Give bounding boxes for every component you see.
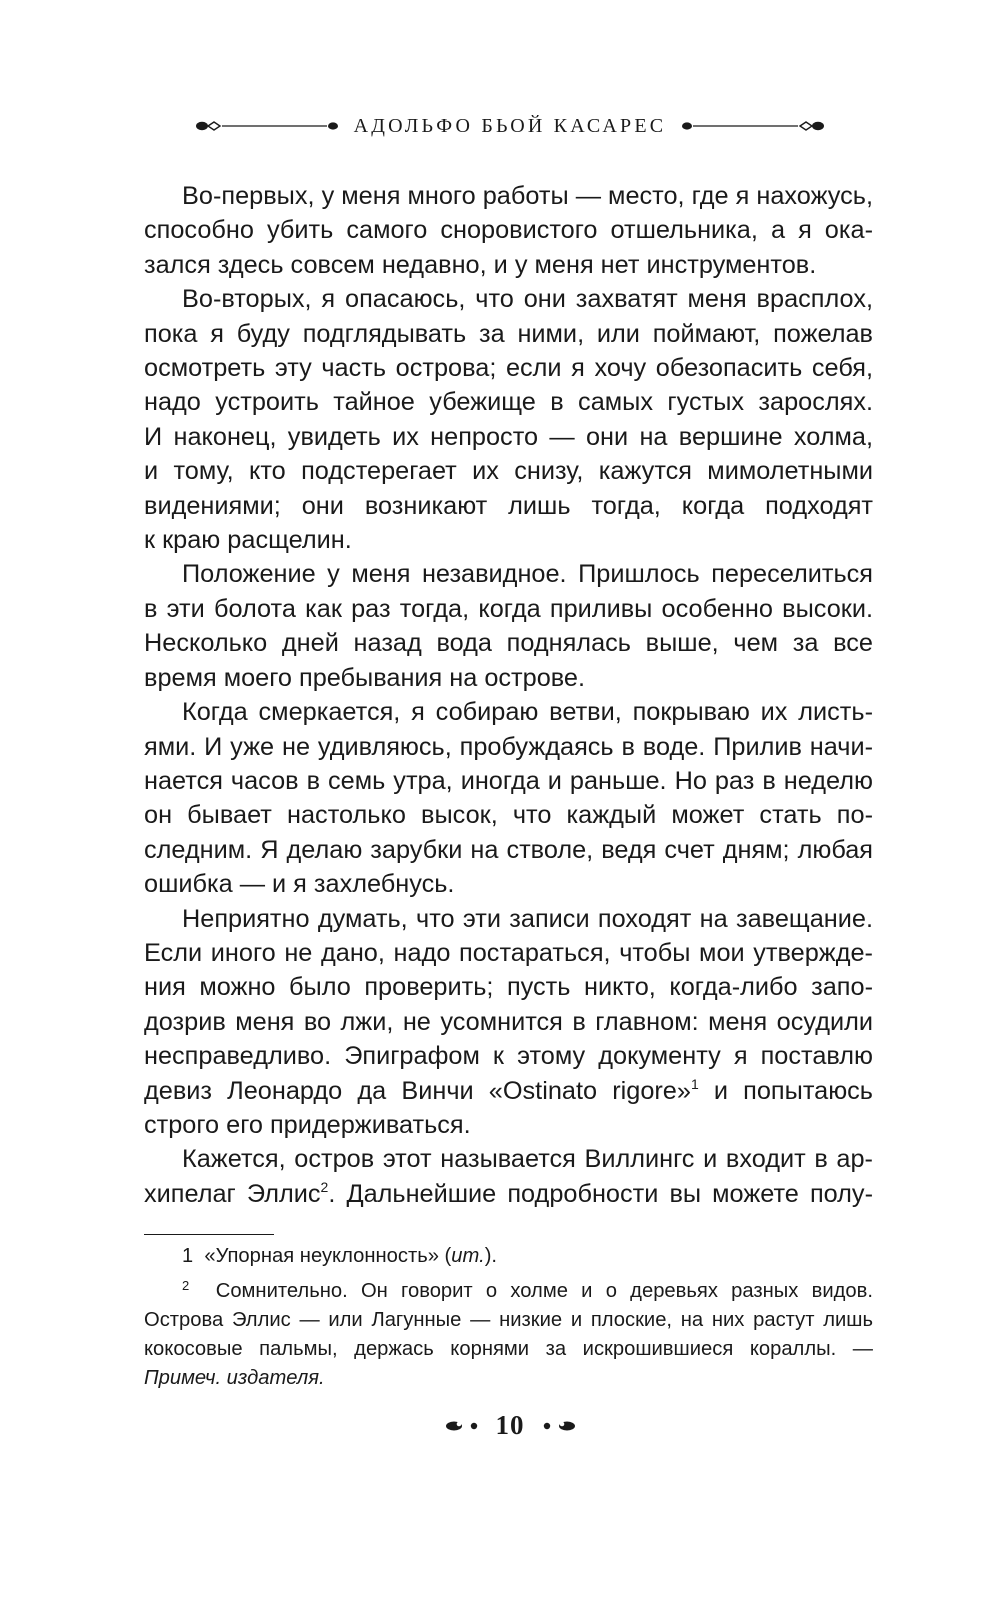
- text-line: способно убить самого сноровистого отшельника, а я ока-: [144, 216, 873, 245]
- text-line: [144, 1242, 873, 1271]
- text-segment-italic: Примеч. издателя.: [144, 1367, 325, 1389]
- text-line: ями. И уже не удивляюсь, пробуждаясь в воде. Прилив начи-: [144, 732, 873, 761]
- text-segment: Сомнительно. Он говорит о холме и о деревьях разных видов.: [215, 1280, 873, 1302]
- paragraph-6: [144, 1142, 873, 1211]
- text-line: видениями; они возникают лишь тогда, когда подходят: [144, 491, 873, 520]
- text-line: строго его придерживаться.: [144, 1110, 471, 1139]
- text-line: кокосовые пальмы, держась корнями за искрошившиеся кораллы. —: [144, 1338, 873, 1360]
- text-line: ния можно было проверить; пусть никто, когда-либо запо-: [144, 973, 873, 1002]
- text-line: Острова Эллис — или Лагунные — низкие и плоские, на них растут лишь: [144, 1309, 873, 1331]
- footnote-number: 1: [182, 1245, 194, 1267]
- text-segment: . Дальнейшие подробности вы можете полу-: [328, 1179, 874, 1208]
- paragraph-4: [144, 695, 873, 901]
- text-line: несправедливо. Эпиграфом к этому документу я поставлю: [144, 1042, 873, 1071]
- paragraph-2: [144, 282, 873, 557]
- right-page-ornament-icon: [533, 1417, 577, 1433]
- paragraph-3: [144, 557, 873, 695]
- text-line: Во-первых, у меня много работы — место, где я нахожусь,: [182, 182, 873, 210]
- footnote-reference-1: 1: [690, 1075, 699, 1092]
- paragraph-1: [144, 179, 873, 282]
- text-line: Когда смеркается, я собираю ветви, покрываю их листь-: [182, 698, 873, 727]
- text-segment: ).: [484, 1245, 498, 1267]
- text-line: Неприятно думать, что эти записи походят на завещание.: [182, 904, 873, 933]
- text-line: [144, 1271, 873, 1306]
- right-flourish-icon: [680, 116, 825, 136]
- text-line: надо устроить тайное убежище в самых густых зарослях.: [144, 388, 873, 417]
- text-line: Кажется, остров этот называется Виллингс и входит в ар-: [182, 1145, 873, 1174]
- text-line: И наконец, увидеть их непросто — они на вершине холма,: [144, 422, 873, 451]
- text-line: Положение у меня незавидное. Пришлось переселиться: [182, 560, 873, 589]
- text-line: дозрив меня во лжи, не усомнится в главном: меня осудили: [144, 1007, 873, 1036]
- text-line: Несколько дней назад вода поднялась выше, чем за все: [144, 629, 873, 658]
- text-line: и тому, кто подстерегает их снизу, кажутся мимолетными: [144, 457, 873, 486]
- footnote-separator: [144, 1234, 274, 1235]
- text-line: время моего пребывания на острове.: [144, 663, 586, 692]
- text-line: он бывает настолько высок, что каждый может стать по-: [144, 801, 873, 830]
- left-page-ornament-icon: [444, 1417, 488, 1433]
- body-text: [144, 179, 873, 1211]
- text-line: Если иного не дано, надо постараться, чтобы мои утвержде-: [144, 938, 873, 967]
- text-segment-italic: ит.: [451, 1245, 485, 1267]
- left-flourish-icon: [195, 116, 340, 136]
- text-segment: хипелаг Эллис: [144, 1179, 321, 1208]
- paragraph-5: [144, 902, 873, 1143]
- text-line: Во-вторых, я опасаюсь, что они захватят меня врасплох,: [182, 285, 873, 314]
- text-line: [144, 1074, 873, 1108]
- text-segment: «Упорная неуклонность» (: [204, 1245, 452, 1267]
- text-line: осмотреть эту часть острова; если я хочу обезопасить себя,: [144, 354, 873, 383]
- text-line: к краю расщелин.: [144, 526, 352, 555]
- running-header: [190, 106, 830, 146]
- text-segment: девиз Леонардо да Винчи «Ostinato rigore»: [144, 1076, 691, 1105]
- footnote-1: [144, 1242, 873, 1271]
- page-number: [420, 1405, 600, 1445]
- footnote-reference-2: 2: [320, 1178, 329, 1195]
- page-number-text: 10: [495, 1409, 525, 1440]
- text-line: ошибка — и я захлебнусь.: [144, 870, 455, 899]
- text-line: пока я буду подглядывать за ними, или поймают, пожелав: [144, 319, 873, 348]
- text-line: нается часов в семь утра, иногда и раньше. Но раз в неделю: [144, 766, 873, 795]
- footnote-number: 2: [182, 1278, 190, 1293]
- footnotes: [144, 1242, 873, 1393]
- running-title: АДОЛЬФО БЬОЙ КАСАРЕС: [353, 114, 667, 137]
- text-line: в эти болота как раз тогда, когда приливы особенно высоки.: [144, 594, 873, 623]
- text-segment: и попытаюсь: [698, 1076, 873, 1105]
- text-line: зался здесь совсем недавно, и у меня нет инструментов.: [144, 250, 817, 279]
- text-line: следним. Я делаю зарубки на стволе, ведя счет дням; любая: [144, 835, 873, 864]
- footnote-2: [144, 1271, 873, 1393]
- text-line: [144, 1177, 873, 1211]
- text-line: [144, 1364, 873, 1393]
